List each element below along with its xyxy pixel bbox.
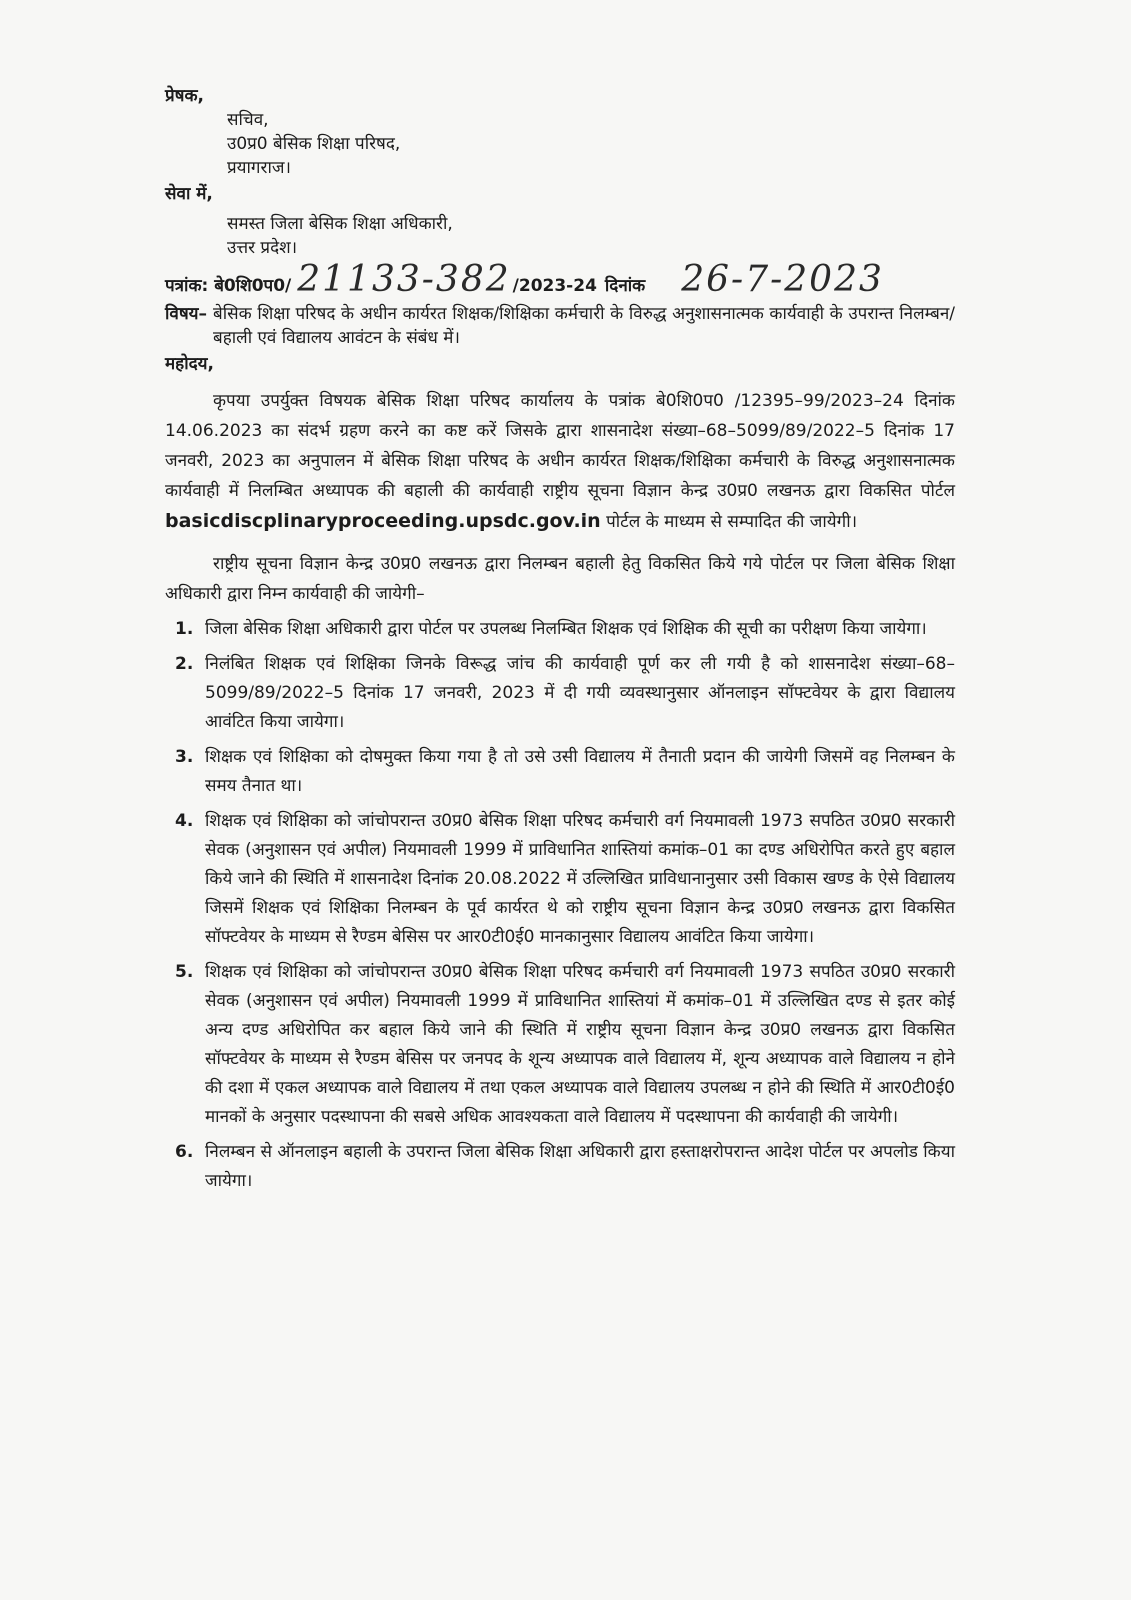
reference-number-handwritten: 21133-382 <box>297 259 511 300</box>
item-number: 5. <box>175 962 194 982</box>
sender-line: प्रयागराज। <box>227 158 291 178</box>
item-text: जिला बेसिक शिक्षा अधिकारी द्वारा पोर्टल पर उपलब्ध निलम्बित शिक्षक एवं शिक्षिक की सूची का परीक्षण किया जायेगा। <box>205 619 927 639</box>
sender-label: प्रेषक, <box>165 86 205 106</box>
salutation: महोदय, <box>165 354 214 374</box>
reference-label: पत्रांक: बे0शि0प0/ <box>165 276 292 296</box>
item-number: 1. <box>175 619 194 639</box>
recipient-block <box>165 182 955 260</box>
list-item <box>165 1138 955 1196</box>
item-text: शिक्षक एवं शिक्षिका को दोषमुक्त किया गया है तो उसे उसी विद्यालय में तैनाती प्रदान की जायेगी जिसमें वह निलम्बन के समय तैनात था। <box>205 747 955 796</box>
list-item <box>165 743 955 801</box>
item-number: 6. <box>175 1142 194 1162</box>
reference-line <box>165 259 955 300</box>
paragraph-2: राष्ट्रीय सूचना विज्ञान केन्द्र उ0प्र0 लखनऊ द्वारा निलम्बन बहाली हेतु विकसित किये गये पोर्टल पर जिला बेसिक शिक्षा अधिकारी द्वारा निम्न कार्यवाही की जायेगी– <box>165 554 955 604</box>
item-number: 4. <box>175 811 194 831</box>
recipient-label: सेवा में, <box>165 184 213 204</box>
letter-body <box>165 84 955 1196</box>
item-number: 2. <box>175 654 194 674</box>
date-handwritten: 26-7-2023 <box>681 259 884 300</box>
item-text: निलम्बन से ऑनलाइन बहाली के उपरान्त जिला बेसिक शिक्षा अधिकारी द्वारा हस्ताक्षरोपरान्त आदेश पोर्टल पर अपलोड किया जायेगा। <box>205 1142 955 1191</box>
paragraph-1 <box>165 386 955 537</box>
list-item <box>165 807 955 952</box>
sender-block <box>165 84 955 180</box>
item-text: निलंबित शिक्षक एवं शिक्षिका जिनके विरूद्ध जांच की कार्यवाही पूर्ण कर ली गयी है को शासनादेश संख्या–68–5099/89/2022–5 दिनांक 17 जनवरी, 2023 में दी गयी व्यवस्थानुसार ऑनलाइन सॉफ्टवेयर के द्वारा विद्यालय आवंटित किया जायेगा। <box>205 654 955 732</box>
item-text: शिक्षक एवं शिक्षिका को जांचोपरान्त उ0प्र0 बेसिक शिक्षा परिषद कर्मचारी वर्ग नियमावली 1973 सपठित उ0प्र0 सरकारी सेवक (अनुशासन एवं अपील) नियमावली 1999 में प्राविधानित शास्तियां कमांक–01 का दण्ड अधिरोपित करते हुए बहाल किये जाने की स्थिति में शासनादेश दिनांक 20.08.2022 में उल्लिखित प्राविधानानुसार उसी विकास खण्ड के ऐसे विद्यालय जिसमें शिक्षक एवं शिक्षिका निलम्बन के पूर्व कार्यरत थे को राष्ट्रीय सूचना विज्ञान केन्द्र उ0प्र0 लखनऊ द्वारा विकसित सॉफ्टवेयर के माध्यम से रैण्डम बेसिस पर आर0टी0ई0 मानकानुसार विद्यालय आवंटित किया जायेगा। <box>205 811 955 947</box>
list-item <box>165 650 955 737</box>
subject-label: विषय– <box>165 304 208 324</box>
portal-url: basicdiscplinaryproceeding.upsdc.gov.in <box>165 510 601 532</box>
list-item <box>165 958 955 1132</box>
subject-line <box>165 302 955 350</box>
paragraph-1-tail: पोर्टल के माध्यम से सम्पादित की जायेगी। <box>606 512 858 532</box>
reference-year: /2023-24 <box>512 276 597 296</box>
date-label: दिनांक <box>604 276 646 296</box>
item-number: 3. <box>175 747 194 767</box>
sender-line: सचिव, <box>227 110 269 130</box>
subject-text: बेसिक शिक्षा परिषद के अधीन कार्यरत शिक्षक/शिक्षिका कर्मचारी के विरुद्ध अनुशासनात्मक कार्यवाही के उपरान्त निलम्बन/बहाली एवं विद्यालय आवंटन के संबंध में। <box>213 304 955 348</box>
paragraph-1-text: कृपया उपर्युक्त विषयक बेसिक शिक्षा परिषद कार्यालय के पत्रांक बे0शि0प0 /12395–99/2023–24 दिनांक 14.06.2023 का संदर्भ ग्रहण करने का कष्ट करें जिसके द्वारा शासनादेश संख्या–68–5099/89/2022–5 दिनांक 17 जनवरी, 2023 का अनुपालन में बेसिक शिक्षा परिषद के अधीन कार्यरत शिक्षक/शिक्षिका कर्मचारी के विरुद्ध अनुशासनात्मक कार्यवाही में निलम्बित अध्यापक की बहाली की कार्यवाही राष्ट्रीय सूचना विज्ञान केन्द्र उ0प्र0 लखनऊ द्वारा विकसित पोर्टल <box>165 391 955 501</box>
item-text: शिक्षक एवं शिक्षिका को जांचोपरान्त उ0प्र0 बेसिक शिक्षा परिषद कर्मचारी वर्ग नियमावली 1973 सपठित उ0प्र0 सरकारी सेवक (अनुशासन एवं अपील) नियमावली 1999 में प्राविधानित शास्तियां में कमांक–01 में उल्लिखित दण्ड से इतर कोई अन्य दण्ड अधिरोपित कर बहाल किये जाने की स्थिति में राष्ट्रीय सूचना विज्ञान केन्द्र उ0प्र0 लखनऊ द्वारा विकसित सॉफ्टवेयर के माध्यम से रैण्डम बेसिस पर जनपद के शून्य अध्यापक वाले विद्यालय में, शून्य अध्यापक वाले विद्यालय न होने की दशा में एकल अध्यापक वाले विद्यालय में तथा एकल अध्यापक वाले विद्यालय उपलब्ध न होने की स्थिति में आर0टी0ई0 मानकों के अनुसार पदस्थापना की सबसे अधिक आवश्यकता वाले विद्यालय में पदस्थापना की कार्यवाही की जायेगी। <box>205 962 955 1127</box>
sender-line: उ0प्र0 बेसिक शिक्षा परिषद, <box>227 134 401 154</box>
recipient-line: समस्त जिला बेसिक शिक्षा अधिकारी, <box>227 214 453 234</box>
recipient-line: उत्तर प्रदेश। <box>227 238 298 258</box>
action-list <box>165 615 955 1196</box>
list-item <box>165 615 955 644</box>
